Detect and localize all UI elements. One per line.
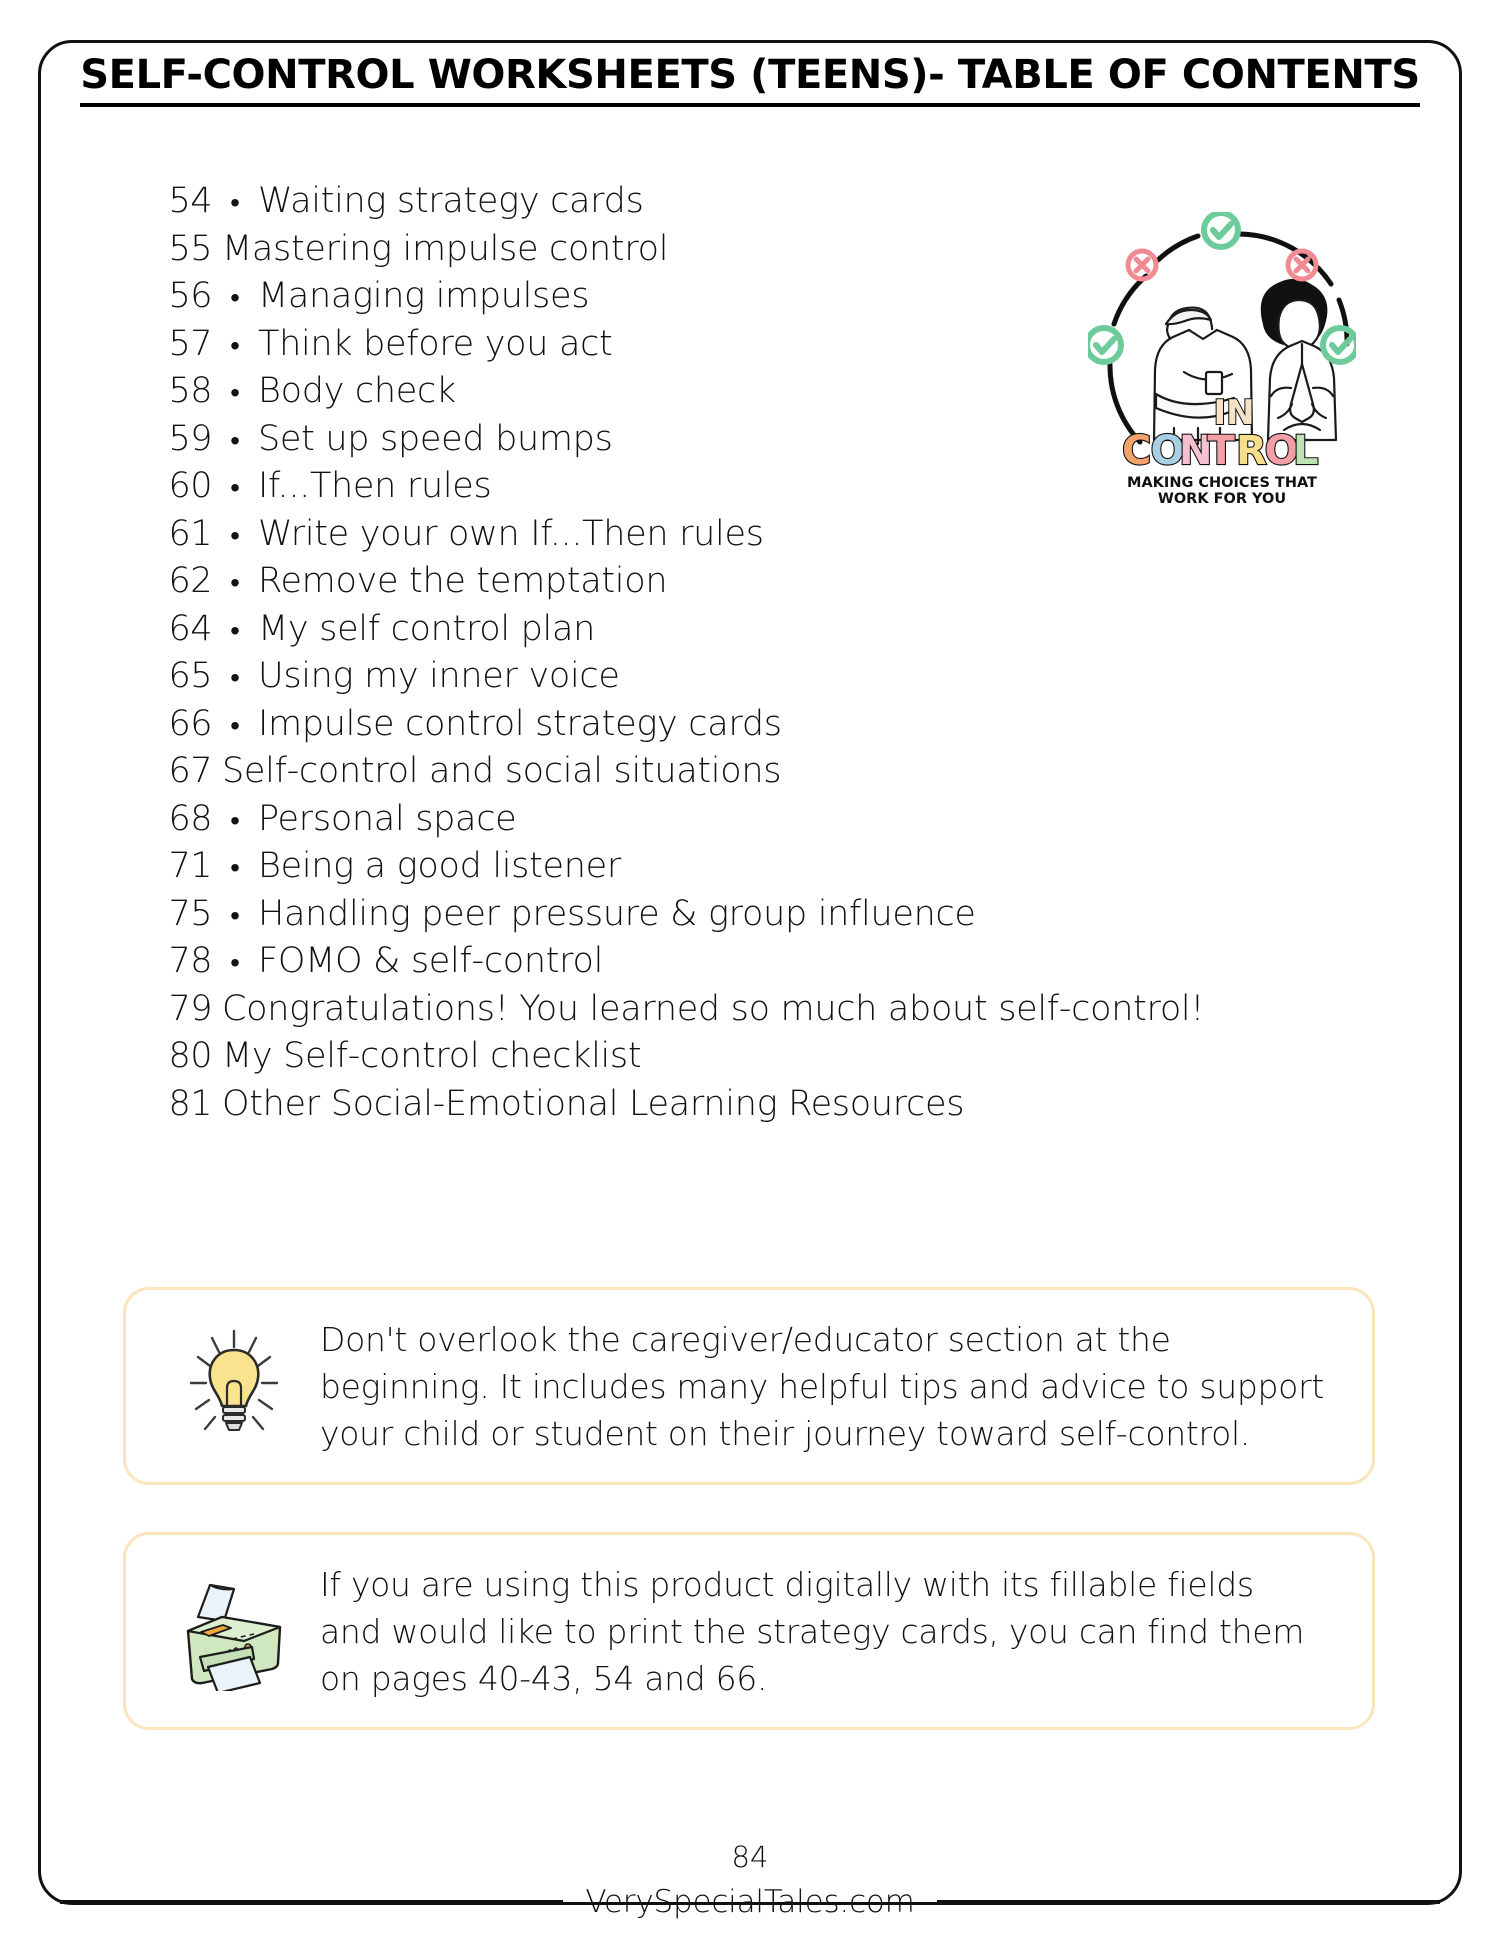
bullet-icon: • [230,281,240,314]
bullet-icon: • [230,898,240,932]
page-title [0,52,1500,98]
logo-letter: L [1293,428,1319,474]
toc-entry-label: If...Then rules [258,466,492,506]
bullet-icon: • [230,803,240,837]
toc-entry-label: Handling peer pressure & group influence [258,893,976,934]
toc-entry-label: Managing impulses [258,276,590,316]
bullet-icon: • [230,661,240,694]
toc-row[interactable] [140,463,1070,511]
toc-entry-label: Using my inner voice [258,656,620,696]
toc-entry-label: Other Social-Emotional Learning Resources [222,1083,965,1124]
toc-row[interactable] [140,1081,1070,1129]
toc-page-number: 75 [168,893,212,934]
toc-entry-label: Impulse control strategy cards [258,703,782,744]
logo-letter: N [1179,428,1213,474]
bullet-icon: • [230,566,240,599]
footer [60,1882,1440,1922]
toc-page-number: 60 [168,466,212,506]
toc-entry-label: Remove the temptation [258,561,668,601]
bullet-icon: • [230,328,240,362]
toc-page-number: 56 [168,276,212,316]
bullet-icon: • [230,186,240,219]
toc-entry-label: Self-control and social situations [222,751,782,791]
bullet-icon: • [230,708,240,742]
toc-row[interactable] [140,986,1205,1034]
toc-entry-label: Waiting strategy cards [258,181,644,221]
toc-row[interactable] [140,368,1070,416]
toc-page-number: 59 [168,418,212,459]
lightbulb-icon [168,1320,300,1452]
toc-entry-label: Think before you act [258,323,613,364]
bullet-icon: • [230,613,240,647]
toc-page-number: 64 [168,608,212,649]
bullet-icon: • [230,376,240,409]
toc-row[interactable] [140,1033,1070,1081]
bullet-icon: • [230,946,240,979]
toc-page-number: 54 [168,181,212,221]
toc-page-number: 80 [168,1036,212,1076]
toc-entry-label: My Self-control checklist [222,1036,642,1076]
printer-icon [168,1565,300,1697]
toc-row[interactable] [140,701,1070,749]
toc-row[interactable] [140,748,1070,796]
toc-row[interactable] [140,796,1070,844]
toc-row[interactable] [140,606,1070,654]
toc-page-number: 62 [168,561,212,601]
toc-page-number: 66 [168,703,212,744]
toc-page-number: 81 [168,1083,212,1124]
toc-row[interactable] [140,511,1070,559]
logo-letter: C [1122,428,1152,474]
toc-page-number: 68 [168,798,212,839]
tip-card-caregiver-section [123,1287,1375,1485]
in-control-logo [1088,212,1356,512]
toc-entry-label: Write your own If...Then rules [258,513,764,554]
page-title-text: SELF-CONTROL WORKSHEETS (TEENS)- TABLE OF CONTENTS [80,52,1419,107]
toc-entry-label: Mastering impulse control [222,228,669,269]
logo-word-in: IN [1213,393,1255,433]
toc-entry-label: Congratulations! You learned so much about self-control! [222,988,1205,1029]
footer-rule-right [937,1900,1440,1904]
toc-entry-label: Personal space [258,798,517,839]
toc-page-number: 55 [168,228,212,269]
tip-card-printing [123,1532,1375,1730]
footer-brand: VerySpecialTales.com [585,1884,915,1920]
toc-row[interactable] [140,938,1070,986]
toc-entry-label: Set up speed bumps [258,418,613,459]
toc-row[interactable] [140,843,1070,891]
toc-entry-label: Body check [258,371,456,411]
toc-row[interactable] [140,273,1070,321]
logo-letter: O [1150,428,1185,474]
toc-page-number: 58 [168,371,212,411]
toc-row[interactable] [140,178,1070,226]
toc-page-number: 79 [168,988,212,1029]
footer-page-number: 84 [731,1840,769,1874]
toc-page-number: 71 [168,846,212,886]
table-of-contents [140,178,1205,1128]
bullet-icon: • [230,471,240,504]
toc-row[interactable] [140,653,1070,701]
bullet-icon: • [230,518,240,552]
toc-entry-label: My self control plan [258,608,595,649]
toc-row[interactable] [140,891,1070,939]
footer-rule-left [60,1900,563,1904]
tip-text-printing: If you are using this product digitally with its fillable fields and would like to print the strategy cards, you can find them on pages 40-43, 54 and 66. [320,1564,1305,1698]
logo-tagline-line-2: WORK FOR YOU [1157,491,1287,507]
bullet-icon: • [230,851,240,884]
bullet-icon: • [230,423,240,457]
toc-page-number: 57 [168,323,212,364]
tip-text-caregiver-section: Don't overlook the caregiver/educator section at the beginning. It includes many helpful tips and advice to support your child or student on their journey toward self-control. [320,1319,1324,1453]
toc-page-number: 61 [168,513,212,554]
toc-row[interactable] [140,321,1070,369]
toc-page-number: 78 [168,941,212,981]
logo-letter: R [1236,428,1267,474]
toc-entry-label: FOMO & self-control [258,941,604,981]
toc-page-number: 67 [168,751,212,791]
logo-tagline-line-1: MAKING CHOICES THAT [1127,475,1317,491]
toc-row[interactable] [140,558,1070,606]
toc-row[interactable] [140,226,1070,274]
toc-row[interactable] [140,416,1070,464]
logo-letter: T [1207,428,1235,474]
logo-letter: O [1264,428,1299,474]
toc-entry-label: Being a good listener [258,846,621,886]
toc-page-number: 65 [168,656,212,696]
